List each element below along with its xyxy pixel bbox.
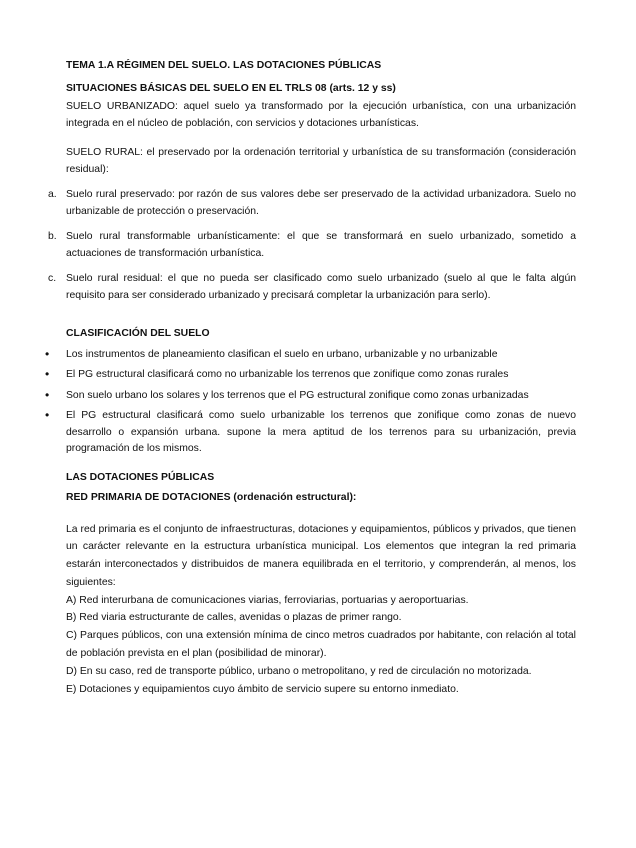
list-item: [48, 229, 576, 262]
list-item-text: Suelo rural preservado: por razón de sus valores debe ser preservado de la actividad urbanizadora. Suelo no urbanizable de protección o preservación.: [66, 189, 576, 217]
dotacion-item-e: E) Dotaciones y equipamientos cuyo ámbito de servicio supere su entorno inmediato.: [66, 683, 459, 695]
bullet-text: Son suelo urbano los solares y los terrenos que el PG estructural zonifique como zonas urbanizadas: [66, 389, 529, 401]
situaciones-heading-note: (arts. 12 y ss): [329, 82, 396, 94]
list-item-text: Suelo rural residual: el que no pueda ser clasificado como suelo urbanizado (suelo al que le falta algún requisito para ser considerado urbanizado y precisará completar la urbanización para serlo).: [66, 273, 576, 301]
list-item: [48, 271, 576, 304]
list-item-label: b.: [48, 231, 57, 242]
bullet-icon: •: [45, 367, 50, 381]
bullet-item: [45, 346, 576, 364]
bullet-text: El PG estructural clasificará como no urbanizable los terrenos que zonifique como zonas rurales: [66, 369, 509, 380]
list-item-label: a.: [48, 189, 57, 200]
bullet-icon: •: [45, 346, 50, 361]
list-item-label: c.: [48, 273, 57, 284]
red-primaria-intro: La red primaria es el conjunto de infraestructuras, dotaciones y equipamientos, públicos y privados, que tienen un carácter relevante en la estructura urbanística municipal. Los elementos que integran la red primaria estarán interconectados y distribuidos de manera equilibrada en el territorio, y comprenderán, al menos, los siguientes:: [66, 523, 576, 588]
bullet-text: Los instrumentos de planeamiento clasifican el suelo en urbano, urbanizable y no urbanizable: [66, 348, 498, 360]
situaciones-heading: [66, 81, 576, 98]
document-title: TEMA 1.A RÉGIMEN DEL SUELO. LAS DOTACIONES PÚBLICAS: [66, 60, 382, 71]
dotacion-item-c: C) Parques públicos, con una extensión mínima de cinco metros cuadrados por habitante, con relación al total de población prevista en el plan (posibilidad de minorar).: [66, 630, 576, 660]
document-body: [45, 58, 576, 698]
dotaciones-heading: LAS DOTACIONES PÚBLICAS: [66, 471, 215, 483]
bullet-icon: •: [45, 387, 50, 402]
bullet-item: [45, 367, 576, 384]
suelo-rural-paragraph: SUELO RURAL: el preservado por la ordenación territorial y urbanística de su transformación (consideración residual):: [66, 147, 576, 175]
bullet-icon: •: [45, 408, 50, 422]
bullet-item: [45, 387, 576, 405]
suelo-urbanizado-paragraph: SUELO URBANIZADO: aquel suelo ya transformado por la ejecución urbanística, con una urbanización integrada en el núcleo de población, con servicios y dotaciones urbanísticas.: [66, 101, 576, 129]
red-primaria-heading-text: RED PRIMARIA DE DOTACIONES: [66, 492, 231, 503]
list-item-text: Suelo rural transformable urbanísticamente: el que se transformará en suelo urbanizado, sometido a actuaciones de transformación urbanística.: [66, 231, 576, 259]
red-primaria-heading-note: (ordenación estructural):: [233, 492, 357, 503]
bullet-item: [45, 408, 576, 458]
clasificacion-heading: CLASIFICACIÓN DEL SUELO: [66, 328, 210, 339]
dotacion-item-b: B) Red viaria estructurante de calles, avenidas o plazas de primer rango.: [66, 612, 402, 624]
situaciones-heading-text: SITUACIONES BÁSICAS DEL SUELO EN EL TRLS 08: [66, 82, 327, 94]
dotacion-item-d: D) En su caso, red de transporte público, urbano o metropolitano, y red de circulación no motorizada.: [66, 665, 532, 677]
dotacion-item-a: A) Red interurbana de comunicaciones viarias, ferroviarias, portuarias y aeroportuarias.: [66, 594, 469, 606]
red-primaria-heading: [66, 490, 576, 507]
list-item: [48, 187, 576, 220]
bullet-text: El PG estructural clasificará como suelo urbanizable los terrenos que zonifique como zonas de nuevo desarrollo o expansión urbana. supone la mera aptitud de los terrenos para su urbanización, previa programación de los mismos.: [66, 410, 576, 454]
